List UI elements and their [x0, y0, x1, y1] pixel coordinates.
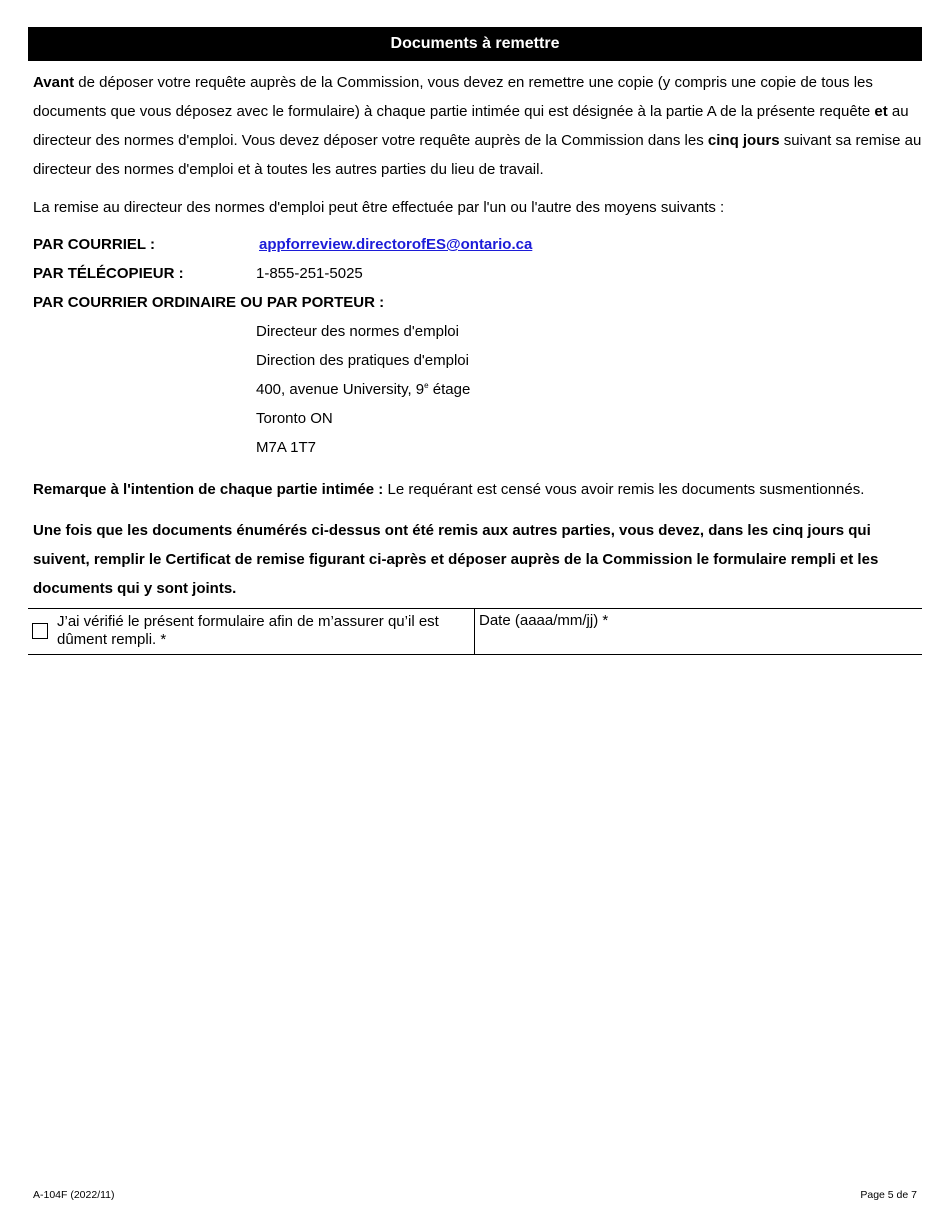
email-link[interactable]: appforreview.directorofES@ontario.ca — [259, 236, 533, 253]
fax-number: 1-855-251-5025 — [256, 265, 363, 282]
intro-bold-avant: Avant — [33, 74, 75, 91]
verification-label: J’ai vérifié le présent formulaire afin de m’assurer qu’il est dûment rempli. * — [57, 613, 439, 648]
date-label: Date (aaaa/mm/jj) * — [479, 612, 609, 629]
mail-row — [33, 292, 384, 314]
address-line-4: Toronto ON — [256, 410, 333, 427]
instruction-paragraph: Une fois que les documents énumérés ci-dessus ont été remis aux autres parties, vous devez, dans les cinq jours qui suivent, remplir le Certificat de remise figurant ci-après et déposer auprès de la Commission le formulaire rempli et les documents qui y sont joints. — [33, 522, 879, 597]
verification-table — [28, 608, 922, 655]
methods-intro: La remise au directeur des normes d'emploi peut être effectuée par l'un ou l'autre des moyens suivants : — [33, 199, 725, 216]
address-line-3: 400, avenue University, 9e étage — [256, 381, 471, 398]
form-id: A-104F (2022/11) — [33, 1189, 115, 1201]
page-number: Page 5 de 7 — [860, 1189, 917, 1201]
fax-label: PAR TÉLÉCOPIEUR : — [33, 265, 184, 282]
section-title: Documents à remettre — [390, 35, 560, 52]
date-field[interactable] — [475, 609, 922, 654]
fax-row — [33, 263, 363, 285]
address-line-5: M7A 1T7 — [256, 439, 317, 456]
mail-label: PAR COURRIER ORDINAIRE OU PAR PORTEUR : — [33, 294, 385, 311]
email-label: PAR COURRIEL : — [33, 236, 155, 253]
address-line-2: Direction des pratiques d'emploi — [256, 352, 469, 369]
section-title-bar — [28, 27, 922, 61]
note-label: Remarque à l'intention de chaque partie intimée : — [33, 481, 384, 498]
address-line-1: Directeur des normes d'emploi — [256, 323, 459, 340]
verification-checkbox[interactable] — [32, 623, 48, 639]
intro-paragraph: Avant de déposer votre requête auprès de la Commission, vous devez en remettre une copie (y compris une copie de tous les documents que vous déposez avec le formulaire) à chaque partie intimée qui est désignée à la partie A de la présente requête et au directeur des normes d'emploi. Vous devez déposer votre requête auprès de la Commission dans les cinq jours suivant sa remise au directeur des normes d'emploi et à toutes les autres parties du lieu de travail. — [33, 74, 922, 178]
respondent-note: Remarque à l'intention de chaque partie intimée : Le requérant est censé vous avoir remis les documents susmentionnés. — [33, 481, 865, 498]
verification-cell — [28, 609, 475, 654]
email-row — [33, 234, 533, 256]
